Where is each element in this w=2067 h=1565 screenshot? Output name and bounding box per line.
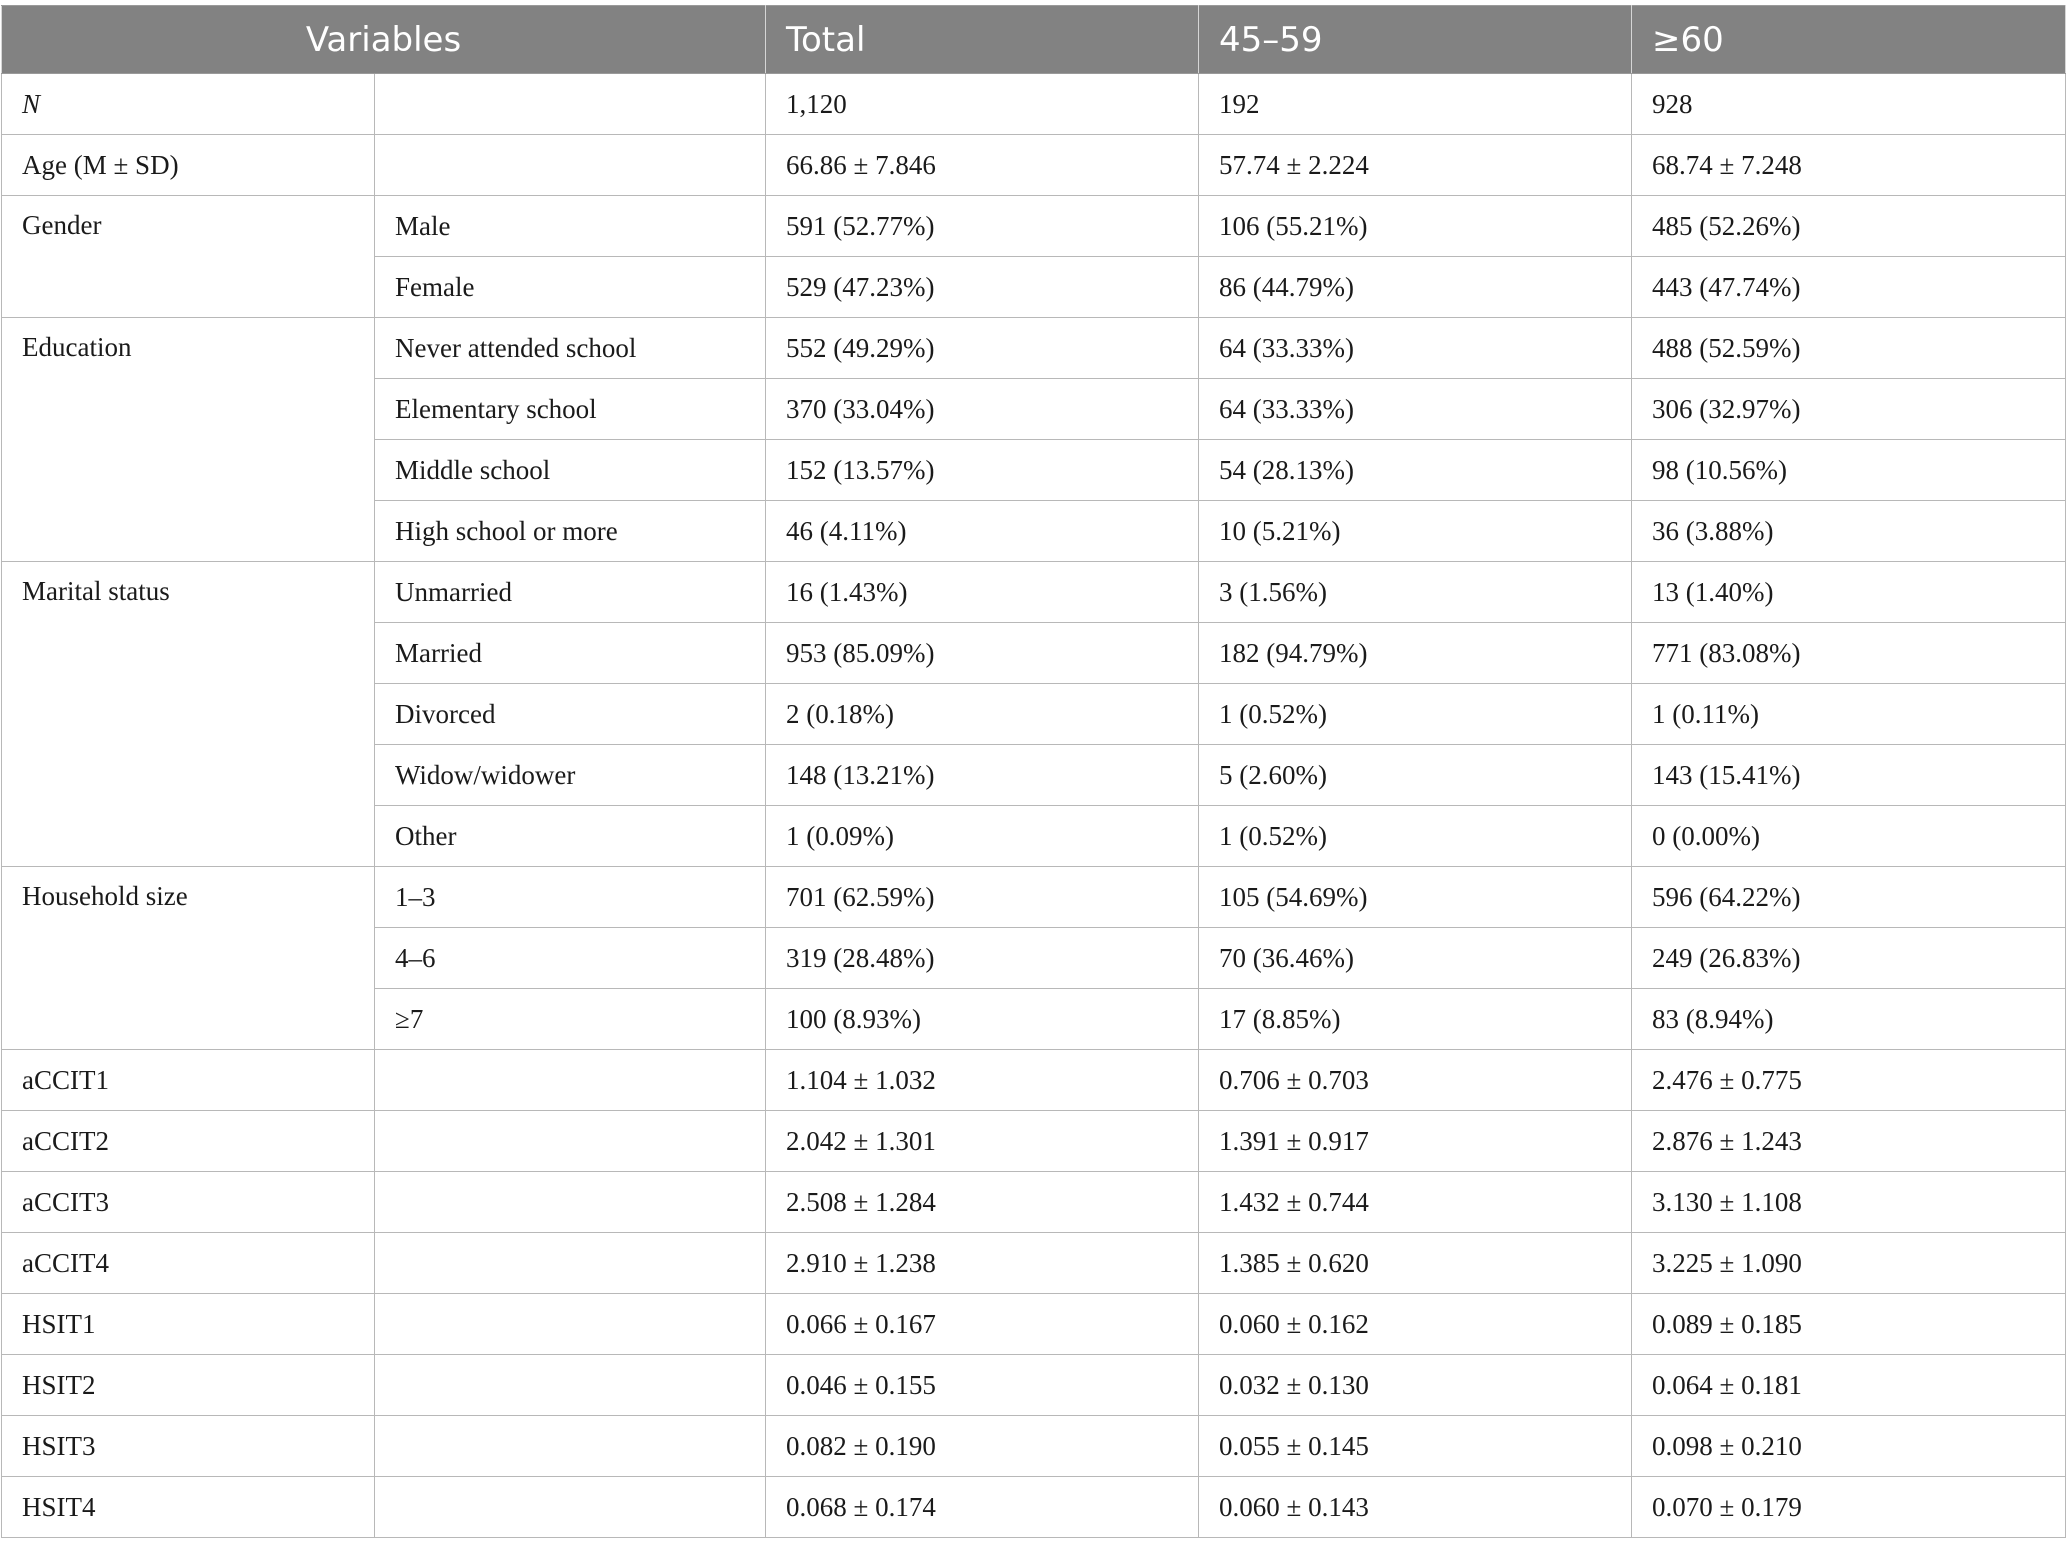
category-cell: Elementary school (375, 379, 766, 440)
category-cell: Male (375, 196, 766, 257)
age-60-plus-cell: 3.130 ± 1.108 (1632, 1172, 2066, 1233)
age-45-59-cell: 64 (33.33%) (1199, 318, 1632, 379)
age-60-plus-cell: 143 (15.41%) (1632, 745, 2066, 806)
table-row (2, 74, 2066, 135)
age-60-plus-cell: 771 (83.08%) (1632, 623, 2066, 684)
table-header (2, 6, 2066, 74)
total-cell: 0.066 ± 0.167 (766, 1294, 1199, 1355)
total-cell: 0.068 ± 0.174 (766, 1477, 1199, 1538)
category-cell: ≥7 (375, 989, 766, 1050)
age-45-59-cell: 17 (8.85%) (1199, 989, 1632, 1050)
age-45-59-cell: 192 (1199, 74, 1632, 135)
total-cell: 16 (1.43%) (766, 562, 1199, 623)
age-60-plus-cell: 0.098 ± 0.210 (1632, 1416, 2066, 1477)
category-cell (375, 1111, 766, 1172)
category-cell (375, 1355, 766, 1416)
age-60-plus-cell: 249 (26.83%) (1632, 928, 2066, 989)
age-60-plus-cell: 0.064 ± 0.181 (1632, 1355, 2066, 1416)
table-row (2, 562, 2066, 623)
age-45-59-cell: 86 (44.79%) (1199, 257, 1632, 318)
age-45-59-cell: 1.385 ± 0.620 (1199, 1233, 1632, 1294)
category-cell: Married (375, 623, 766, 684)
total-cell: 2.910 ± 1.238 (766, 1233, 1199, 1294)
age-45-59-cell: 1.432 ± 0.744 (1199, 1172, 1632, 1233)
variable-cell: aCCIT2 (2, 1111, 375, 1172)
variable-cell: aCCIT3 (2, 1172, 375, 1233)
table-row (2, 1172, 2066, 1233)
age-45-59-cell: 1.391 ± 0.917 (1199, 1111, 1632, 1172)
category-cell: 1–3 (375, 867, 766, 928)
table-row (2, 1477, 2066, 1538)
variable-cell: HSIT3 (2, 1416, 375, 1477)
total-cell: 319 (28.48%) (766, 928, 1199, 989)
age-60-plus-cell: 488 (52.59%) (1632, 318, 2066, 379)
total-cell: 148 (13.21%) (766, 745, 1199, 806)
age-45-59-cell: 0.032 ± 0.130 (1199, 1355, 1632, 1416)
category-cell: Widow/widower (375, 745, 766, 806)
total-cell: 2.042 ± 1.301 (766, 1111, 1199, 1172)
age-60-plus-cell: 0.070 ± 0.179 (1632, 1477, 2066, 1538)
header-age-60-plus: ≥60 (1632, 6, 2066, 74)
age-60-plus-cell: 3.225 ± 1.090 (1632, 1233, 2066, 1294)
total-cell: 953 (85.09%) (766, 623, 1199, 684)
total-cell: 100 (8.93%) (766, 989, 1199, 1050)
age-45-59-cell: 0.060 ± 0.162 (1199, 1294, 1632, 1355)
age-60-plus-cell: 2.476 ± 0.775 (1632, 1050, 2066, 1111)
table-row (2, 1233, 2066, 1294)
age-60-plus-cell: 36 (3.88%) (1632, 501, 2066, 562)
age-45-59-cell: 57.74 ± 2.224 (1199, 135, 1632, 196)
age-60-plus-cell: 443 (47.74%) (1632, 257, 2066, 318)
table-row (2, 867, 2066, 928)
category-cell: Unmarried (375, 562, 766, 623)
total-cell: 591 (52.77%) (766, 196, 1199, 257)
age-45-59-cell: 105 (54.69%) (1199, 867, 1632, 928)
age-60-plus-cell: 485 (52.26%) (1632, 196, 2066, 257)
age-60-plus-cell: 83 (8.94%) (1632, 989, 2066, 1050)
age-45-59-cell: 0.055 ± 0.145 (1199, 1416, 1632, 1477)
age-45-59-cell: 5 (2.60%) (1199, 745, 1632, 806)
variable-cell: HSIT2 (2, 1355, 375, 1416)
category-cell: Never attended school (375, 318, 766, 379)
table-row (2, 1050, 2066, 1111)
category-cell: Female (375, 257, 766, 318)
variable-cell: HSIT1 (2, 1294, 375, 1355)
variable-cell: aCCIT1 (2, 1050, 375, 1111)
category-cell: Divorced (375, 684, 766, 745)
total-cell: 1 (0.09%) (766, 806, 1199, 867)
variable-cell: Education (2, 318, 375, 562)
total-cell: 66.86 ± 7.846 (766, 135, 1199, 196)
category-cell (375, 1416, 766, 1477)
variable-cell: aCCIT4 (2, 1233, 375, 1294)
header-row (2, 6, 2066, 74)
category-cell: Other (375, 806, 766, 867)
age-60-plus-cell: 0 (0.00%) (1632, 806, 2066, 867)
demographics-table (1, 5, 2066, 1538)
total-cell: 2 (0.18%) (766, 684, 1199, 745)
total-cell: 701 (62.59%) (766, 867, 1199, 928)
age-60-plus-cell: 13 (1.40%) (1632, 562, 2066, 623)
total-cell: 552 (49.29%) (766, 318, 1199, 379)
age-60-plus-cell: 68.74 ± 7.248 (1632, 135, 2066, 196)
age-60-plus-cell: 0.089 ± 0.185 (1632, 1294, 2066, 1355)
total-cell: 46 (4.11%) (766, 501, 1199, 562)
table-row (2, 1416, 2066, 1477)
header-age-45-59: 45–59 (1199, 6, 1632, 74)
variable-cell: HSIT4 (2, 1477, 375, 1538)
variable-cell: Marital status (2, 562, 375, 867)
total-cell: 2.508 ± 1.284 (766, 1172, 1199, 1233)
age-60-plus-cell: 98 (10.56%) (1632, 440, 2066, 501)
age-45-59-cell: 64 (33.33%) (1199, 379, 1632, 440)
table-row (2, 1355, 2066, 1416)
header-variables: Variables (2, 6, 766, 74)
category-cell (375, 1172, 766, 1233)
age-60-plus-cell: 596 (64.22%) (1632, 867, 2066, 928)
total-cell: 1.104 ± 1.032 (766, 1050, 1199, 1111)
variable-cell: Household size (2, 867, 375, 1050)
age-45-59-cell: 10 (5.21%) (1199, 501, 1632, 562)
variable-cell: Age (M ± SD) (2, 135, 375, 196)
age-45-59-cell: 0.060 ± 0.143 (1199, 1477, 1632, 1538)
age-45-59-cell: 70 (36.46%) (1199, 928, 1632, 989)
total-cell: 529 (47.23%) (766, 257, 1199, 318)
age-45-59-cell: 0.706 ± 0.703 (1199, 1050, 1632, 1111)
category-cell (375, 1477, 766, 1538)
age-60-plus-cell: 1 (0.11%) (1632, 684, 2066, 745)
age-45-59-cell: 182 (94.79%) (1199, 623, 1632, 684)
total-cell: 152 (13.57%) (766, 440, 1199, 501)
category-cell: Middle school (375, 440, 766, 501)
variable-cell: Gender (2, 196, 375, 318)
total-cell: 0.082 ± 0.190 (766, 1416, 1199, 1477)
category-cell (375, 74, 766, 135)
table-body (2, 74, 2066, 1538)
age-45-59-cell: 54 (28.13%) (1199, 440, 1632, 501)
table-row (2, 1111, 2066, 1172)
table-row (2, 135, 2066, 196)
variable-cell: N (2, 74, 375, 135)
category-cell (375, 1050, 766, 1111)
age-60-plus-cell: 306 (32.97%) (1632, 379, 2066, 440)
category-cell (375, 135, 766, 196)
table-row (2, 318, 2066, 379)
header-total: Total (766, 6, 1199, 74)
age-45-59-cell: 1 (0.52%) (1199, 806, 1632, 867)
age-60-plus-cell: 2.876 ± 1.243 (1632, 1111, 2066, 1172)
total-cell: 1,120 (766, 74, 1199, 135)
table-row (2, 1294, 2066, 1355)
age-45-59-cell: 3 (1.56%) (1199, 562, 1632, 623)
table-row (2, 196, 2066, 257)
category-cell: High school or more (375, 501, 766, 562)
category-cell: 4–6 (375, 928, 766, 989)
age-45-59-cell: 1 (0.52%) (1199, 684, 1632, 745)
age-45-59-cell: 106 (55.21%) (1199, 196, 1632, 257)
category-cell (375, 1294, 766, 1355)
total-cell: 0.046 ± 0.155 (766, 1355, 1199, 1416)
age-60-plus-cell: 928 (1632, 74, 2066, 135)
total-cell: 370 (33.04%) (766, 379, 1199, 440)
category-cell (375, 1233, 766, 1294)
